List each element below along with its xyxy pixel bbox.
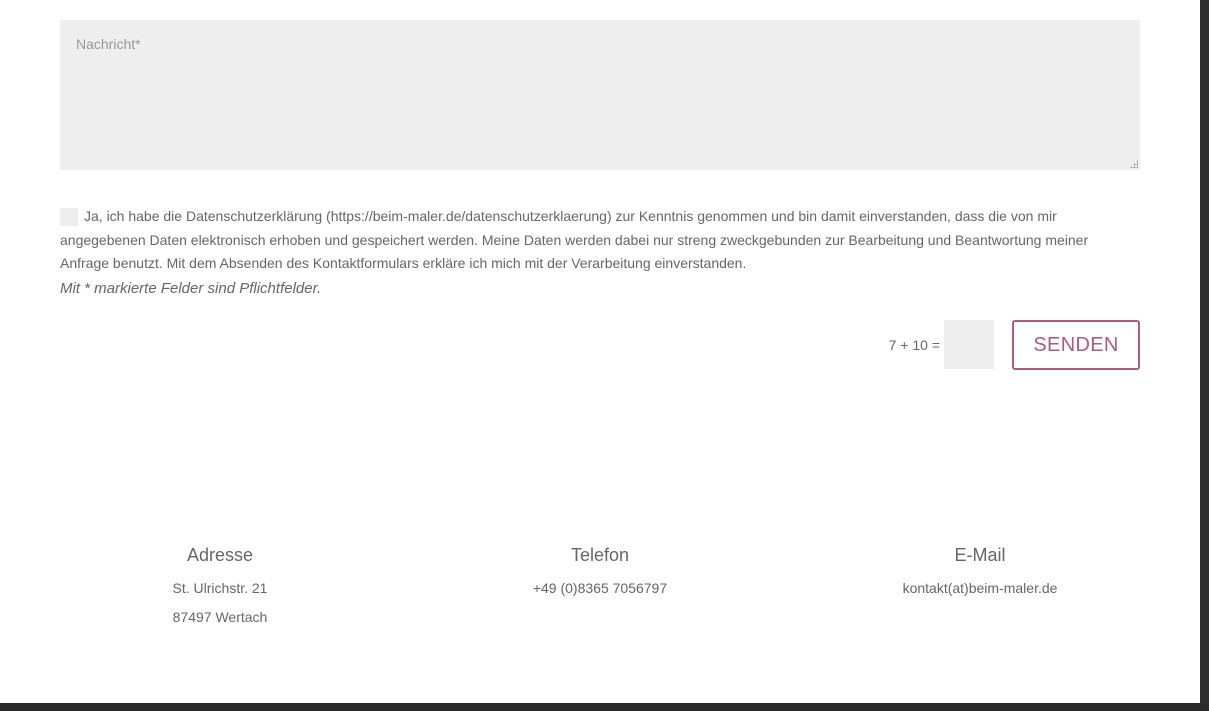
send-button[interactable]: SENDEN (1012, 320, 1140, 370)
contact-address (60, 543, 380, 632)
address-street: St. Ulrichstr. 21 (172, 580, 268, 596)
email-address: kontakt(at)beim-maler.de (902, 580, 1058, 596)
message-textarea[interactable] (60, 20, 1140, 170)
contact-phone (440, 543, 760, 603)
phone-heading: Telefon (570, 545, 630, 565)
address-heading: Adresse (186, 545, 254, 565)
privacy-consent-label: Ja, ich habe die Datenschutzerklärung (https://beim-maler.de/datenschutzerklaerung) zur Kenntnis genommen und bin damit einverstanden, dass die von mir angegebenen Daten elektronisch erhoben und gespeichert werden. Meine Daten werden dabei nur streng zweckgebunden zur Bearbeitung und Beantwortung meiner Anfrage benutzt. Mit dem Absenden des Kontaktformulars erkläre ich mich mit der Verarbeitung einverstanden. (60, 208, 1089, 271)
captcha-answer-input[interactable] (944, 320, 994, 369)
captcha-question: 7 + 10 = (888, 337, 940, 353)
email-heading: E-Mail (954, 545, 1006, 565)
required-fields-note: Mit * markierte Felder sind Pflichtfelder. (60, 280, 322, 297)
window-edge-bottom (0, 703, 1209, 711)
address-city: 87497 Wertach (172, 609, 268, 625)
phone-number: +49 (0)8365 7056797 (532, 580, 668, 596)
contact-email (820, 543, 1140, 603)
window-edge-right (1200, 0, 1209, 711)
